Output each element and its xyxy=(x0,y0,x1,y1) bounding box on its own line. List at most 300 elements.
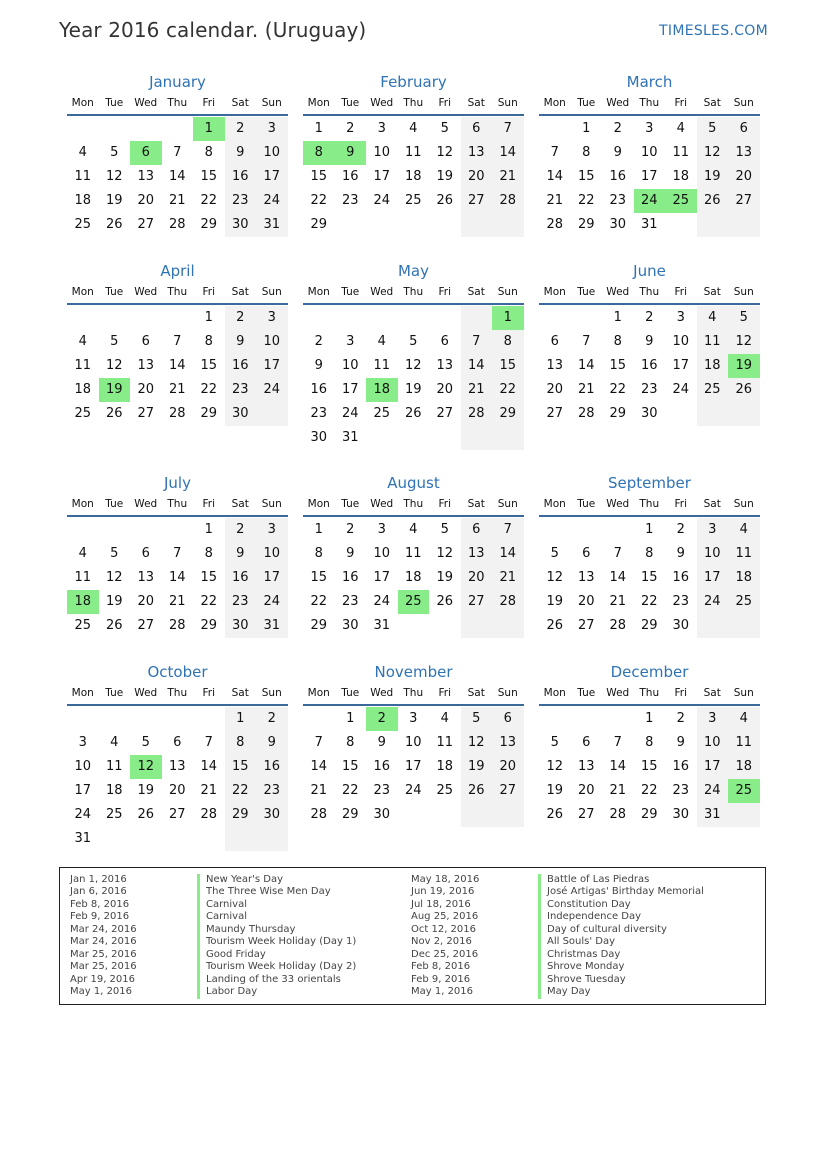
day-cell: 18 xyxy=(672,169,690,184)
weekday-label: Sat xyxy=(231,498,249,510)
day-cell: 6 xyxy=(582,546,591,561)
day-cell: 25 xyxy=(105,807,123,822)
day-cell: 6 xyxy=(550,334,559,349)
day-cell: 19 xyxy=(467,759,485,774)
day-cell: 13 xyxy=(577,570,595,585)
day-cell: 10 xyxy=(74,759,92,774)
day-cell: 19 xyxy=(546,594,564,609)
day-cell: 17 xyxy=(263,358,281,373)
day-cell: 8 xyxy=(236,735,245,750)
day-cell: 24 xyxy=(373,594,391,609)
day-cell: 19 xyxy=(703,169,721,184)
day-cell: 13 xyxy=(137,358,155,373)
day-cell: 14 xyxy=(310,759,328,774)
weekday-label: Sun xyxy=(733,286,754,298)
day-cell: 25 xyxy=(404,193,422,208)
day-cell: 23 xyxy=(609,193,627,208)
weekday-label: Wed xyxy=(134,97,158,109)
weekday-label: Mon xyxy=(307,286,330,298)
day-cell: 12 xyxy=(546,570,564,585)
weekday-label: Mon xyxy=(543,97,566,109)
holiday-day-cell: 25 xyxy=(665,189,697,213)
legend-date: Mar 25, 2016 xyxy=(70,961,137,973)
weekday-label: Tue xyxy=(341,286,360,298)
day-cell: 2 xyxy=(613,121,622,136)
weekday-label: Tue xyxy=(577,97,596,109)
legend-date: May 1, 2016 xyxy=(70,986,133,998)
day-cell: 22 xyxy=(310,594,328,609)
weekday-label: Thu xyxy=(167,97,188,109)
day-cell: 25 xyxy=(373,406,391,421)
day-cell: 27 xyxy=(467,193,485,208)
day-cell: 24 xyxy=(263,594,281,609)
day-cell: 3 xyxy=(377,121,386,136)
day-cell: 18 xyxy=(735,570,753,585)
legend-holiday-name: May Day xyxy=(538,986,591,999)
weekday-label: Thu xyxy=(167,498,188,510)
day-cell: 5 xyxy=(708,121,717,136)
day-cell: 13 xyxy=(168,759,186,774)
weekday-label: Wed xyxy=(134,498,158,510)
day-cell: 22 xyxy=(640,594,658,609)
day-cell: 9 xyxy=(377,735,386,750)
day-cell: 19 xyxy=(105,594,123,609)
day-cell: 21 xyxy=(609,594,627,609)
day-cell: 6 xyxy=(739,121,748,136)
weekday-label: Wed xyxy=(370,286,394,298)
weekday-label: Thu xyxy=(167,286,188,298)
day-cell: 29 xyxy=(310,618,328,633)
day-cell: 27 xyxy=(436,406,454,421)
day-cell: 16 xyxy=(672,759,690,774)
day-cell: 28 xyxy=(546,217,564,232)
day-cell: 27 xyxy=(137,217,155,232)
legend-holiday-name: Day of cultural diversity xyxy=(538,924,667,937)
day-cell: 26 xyxy=(105,618,123,633)
month-name: April xyxy=(160,262,195,280)
day-cell: 8 xyxy=(314,546,323,561)
day-cell: 8 xyxy=(346,735,355,750)
day-cell: 28 xyxy=(168,406,186,421)
day-cell: 20 xyxy=(168,783,186,798)
day-cell: 5 xyxy=(141,735,150,750)
day-cell: 8 xyxy=(613,334,622,349)
day-cell: 22 xyxy=(231,783,249,798)
day-cell: 21 xyxy=(168,594,186,609)
day-cell: 8 xyxy=(204,145,213,160)
day-cell: 14 xyxy=(168,169,186,184)
day-cell: 1 xyxy=(204,310,213,325)
weekday-label: Wed xyxy=(606,687,630,699)
day-cell: 15 xyxy=(577,169,595,184)
day-cell: 4 xyxy=(739,522,748,537)
legend-holiday-name: Christmas Day xyxy=(538,949,620,962)
legend-date: Jan 1, 2016 xyxy=(70,874,127,885)
weekday-header xyxy=(303,687,524,705)
day-cell: 16 xyxy=(231,570,249,585)
weekday-header xyxy=(67,97,288,115)
day-cell: 9 xyxy=(236,145,245,160)
legend-holiday-name: All Souls' Day xyxy=(538,936,615,949)
day-cell: 16 xyxy=(341,169,359,184)
day-cell: 29 xyxy=(499,406,517,421)
day-cell: 10 xyxy=(263,334,281,349)
holiday-day-cell: 1 xyxy=(193,117,225,141)
day-cell: 23 xyxy=(231,594,249,609)
day-cell: 16 xyxy=(231,358,249,373)
weekday-label: Mon xyxy=(71,97,94,109)
weekday-label: Sat xyxy=(467,286,485,298)
day-cell: 8 xyxy=(645,735,654,750)
day-cell: 13 xyxy=(546,358,564,373)
weekday-label: Thu xyxy=(639,498,660,510)
day-cell: 1 xyxy=(236,711,245,726)
day-cell: 3 xyxy=(377,522,386,537)
day-cell: 9 xyxy=(676,546,685,561)
day-cell: 14 xyxy=(499,145,517,160)
day-cell: 17 xyxy=(373,169,391,184)
day-cell: 8 xyxy=(645,546,654,561)
holiday-day-cell: 12 xyxy=(130,755,162,779)
day-cell: 17 xyxy=(373,570,391,585)
day-cell: 17 xyxy=(640,169,658,184)
day-cell: 14 xyxy=(467,358,485,373)
day-cell: 20 xyxy=(735,169,753,184)
day-cell: 1 xyxy=(645,522,654,537)
legend-date: Mar 24, 2016 xyxy=(70,923,137,935)
day-cell: 28 xyxy=(609,807,627,822)
weekday-label: Wed xyxy=(606,498,630,510)
day-cell: 7 xyxy=(204,735,213,750)
legend-date: May 1, 2016 xyxy=(411,986,474,998)
day-cell: 15 xyxy=(200,570,218,585)
day-cell: 26 xyxy=(105,217,123,232)
day-cell: 23 xyxy=(310,406,328,421)
weekday-label: Wed xyxy=(606,97,630,109)
day-cell: 14 xyxy=(577,358,595,373)
weekday-label: Wed xyxy=(134,687,158,699)
legend-holiday-name: Shrove Monday xyxy=(538,961,624,974)
day-cell: 30 xyxy=(310,430,328,445)
day-cell: 26 xyxy=(436,193,454,208)
weekday-label: Sun xyxy=(497,286,518,298)
day-cell: 21 xyxy=(609,783,627,798)
day-cell: 16 xyxy=(231,169,249,184)
legend-date: Dec 25, 2016 xyxy=(411,948,479,960)
day-cell: 31 xyxy=(703,807,721,822)
day-cell: 29 xyxy=(310,217,328,232)
weekday-label: Sun xyxy=(261,687,282,699)
weekday-label: Mon xyxy=(543,286,566,298)
day-cell: 3 xyxy=(409,711,418,726)
holiday-day-cell: 9 xyxy=(335,141,367,165)
weekday-label: Thu xyxy=(639,286,660,298)
day-cell: 8 xyxy=(204,546,213,561)
weekday-label: Mon xyxy=(71,286,94,298)
weekday-label: Sun xyxy=(733,687,754,699)
weekday-label: Sun xyxy=(497,97,518,109)
day-cell: 3 xyxy=(346,334,355,349)
day-cell: 10 xyxy=(263,145,281,160)
weekday-label: Sat xyxy=(703,97,721,109)
day-cell: 9 xyxy=(314,358,323,373)
day-cell: 3 xyxy=(708,711,717,726)
header-rule xyxy=(67,303,288,305)
day-cell: 18 xyxy=(74,193,92,208)
weekday-header xyxy=(303,286,524,304)
legend-date: Feb 8, 2016 xyxy=(70,898,130,910)
day-cell: 23 xyxy=(263,783,281,798)
day-cell: 24 xyxy=(263,193,281,208)
day-cell: 15 xyxy=(310,169,328,184)
legend-holiday-name: José Artigas' Birthday Memorial xyxy=(538,886,704,899)
weekday-label: Tue xyxy=(577,286,596,298)
day-cell: 12 xyxy=(735,334,753,349)
day-cell: 25 xyxy=(735,594,753,609)
day-cell: 7 xyxy=(613,546,622,561)
day-cell: 13 xyxy=(467,145,485,160)
day-cell: 21 xyxy=(168,382,186,397)
day-cell: 6 xyxy=(472,121,481,136)
month-name: October xyxy=(147,663,208,681)
day-cell: 20 xyxy=(137,594,155,609)
day-cell: 8 xyxy=(204,334,213,349)
day-cell: 21 xyxy=(499,169,517,184)
day-cell: 6 xyxy=(503,711,512,726)
day-cell: 23 xyxy=(373,783,391,798)
day-cell: 24 xyxy=(703,783,721,798)
day-cell: 28 xyxy=(467,406,485,421)
day-cell: 26 xyxy=(436,594,454,609)
brand-link[interactable]: TIMESLES.COM xyxy=(659,23,768,39)
day-cell: 19 xyxy=(105,193,123,208)
day-cell: 26 xyxy=(467,783,485,798)
day-cell: 12 xyxy=(105,169,123,184)
day-cell: 20 xyxy=(577,594,595,609)
day-cell: 12 xyxy=(436,145,454,160)
day-cell: 11 xyxy=(735,735,753,750)
day-cell: 17 xyxy=(341,382,359,397)
day-cell: 23 xyxy=(341,594,359,609)
day-cell: 12 xyxy=(546,759,564,774)
day-cell: 24 xyxy=(341,406,359,421)
day-cell: 3 xyxy=(676,310,685,325)
month-name: December xyxy=(610,663,689,681)
day-cell: 11 xyxy=(404,546,422,561)
day-cell: 4 xyxy=(409,121,418,136)
month-name: March xyxy=(626,73,673,91)
day-cell: 1 xyxy=(346,711,355,726)
day-cell: 23 xyxy=(231,193,249,208)
day-cell: 3 xyxy=(267,522,276,537)
day-cell: 28 xyxy=(609,618,627,633)
day-cell: 27 xyxy=(168,807,186,822)
legend-date: Mar 25, 2016 xyxy=(70,948,137,960)
day-cell: 4 xyxy=(78,334,87,349)
weekday-label: Wed xyxy=(370,97,394,109)
day-cell: 7 xyxy=(173,334,182,349)
day-cell: 5 xyxy=(550,546,559,561)
day-cell: 6 xyxy=(141,334,150,349)
day-cell: 14 xyxy=(609,759,627,774)
day-cell: 10 xyxy=(640,145,658,160)
day-cell: 11 xyxy=(703,334,721,349)
weekday-label: Thu xyxy=(639,97,660,109)
weekday-label: Tue xyxy=(105,286,124,298)
day-cell: 16 xyxy=(672,570,690,585)
day-cell: 23 xyxy=(672,783,690,798)
day-cell: 11 xyxy=(105,759,123,774)
header-rule xyxy=(67,114,288,116)
day-cell: 4 xyxy=(377,334,386,349)
legend-date: Oct 12, 2016 xyxy=(411,923,476,935)
weekday-label: Sat xyxy=(467,498,485,510)
legend-holiday-name: Tourism Week Holiday (Day 1) xyxy=(197,936,356,949)
day-cell: 30 xyxy=(341,618,359,633)
day-cell: 27 xyxy=(546,406,564,421)
day-cell: 11 xyxy=(74,169,92,184)
weekday-label: Thu xyxy=(403,97,424,109)
day-cell: 20 xyxy=(137,382,155,397)
day-cell: 24 xyxy=(404,783,422,798)
day-cell: 7 xyxy=(503,121,512,136)
day-cell: 31 xyxy=(263,217,281,232)
holiday-day-cell: 19 xyxy=(728,354,760,378)
weekday-label: Sat xyxy=(231,97,249,109)
month-name: May xyxy=(397,262,429,280)
weekday-label: Sun xyxy=(733,498,754,510)
day-cell: 1 xyxy=(314,121,323,136)
day-cell: 30 xyxy=(231,406,249,421)
header-rule xyxy=(539,704,760,706)
day-cell: 28 xyxy=(499,193,517,208)
day-cell: 9 xyxy=(645,334,654,349)
weekday-label: Mon xyxy=(307,97,330,109)
weekday-label: Fri xyxy=(674,97,687,109)
day-cell: 15 xyxy=(341,759,359,774)
day-cell: 22 xyxy=(200,594,218,609)
month-name: August xyxy=(387,474,440,492)
legend-holiday-name: The Three Wise Men Day xyxy=(197,886,331,899)
day-cell: 18 xyxy=(436,759,454,774)
day-cell: 4 xyxy=(78,546,87,561)
day-cell: 17 xyxy=(672,358,690,373)
legend-date: Mar 24, 2016 xyxy=(70,936,137,948)
day-cell: 10 xyxy=(672,334,690,349)
weekday-label: Sun xyxy=(733,97,754,109)
day-cell: 8 xyxy=(582,145,591,160)
day-cell: 20 xyxy=(577,783,595,798)
day-cell: 11 xyxy=(373,358,391,373)
day-cell: 15 xyxy=(609,358,627,373)
day-cell: 17 xyxy=(703,759,721,774)
day-cell: 7 xyxy=(550,145,559,160)
weekday-label: Fri xyxy=(202,687,215,699)
day-cell: 12 xyxy=(404,358,422,373)
legend-holiday-name: Carnival xyxy=(197,911,247,924)
day-cell: 8 xyxy=(503,334,512,349)
weekday-label: Fri xyxy=(202,498,215,510)
day-cell: 19 xyxy=(436,570,454,585)
month-name: February xyxy=(380,73,447,91)
day-cell: 21 xyxy=(467,382,485,397)
day-cell: 23 xyxy=(672,594,690,609)
day-cell: 17 xyxy=(703,570,721,585)
day-cell: 2 xyxy=(645,310,654,325)
day-cell: 6 xyxy=(582,735,591,750)
day-cell: 29 xyxy=(200,217,218,232)
day-cell: 31 xyxy=(263,618,281,633)
legend-date: Feb 9, 2016 xyxy=(70,911,130,923)
weekday-label: Tue xyxy=(341,498,360,510)
day-cell: 14 xyxy=(609,570,627,585)
legend-holiday-name: Good Friday xyxy=(197,949,266,962)
weekday-label: Tue xyxy=(105,687,124,699)
day-cell: 14 xyxy=(200,759,218,774)
weekday-label: Thu xyxy=(403,498,424,510)
weekday-label: Wed xyxy=(606,286,630,298)
day-cell: 5 xyxy=(440,121,449,136)
day-cell: 23 xyxy=(640,382,658,397)
day-cell: 21 xyxy=(168,193,186,208)
day-cell: 12 xyxy=(703,145,721,160)
day-cell: 28 xyxy=(168,618,186,633)
header-rule xyxy=(303,114,524,116)
day-cell: 19 xyxy=(436,169,454,184)
header-rule xyxy=(67,704,288,706)
day-cell: 11 xyxy=(436,735,454,750)
day-cell: 13 xyxy=(467,546,485,561)
day-cell: 2 xyxy=(346,522,355,537)
holiday-day-cell: 2 xyxy=(366,707,398,731)
day-cell: 5 xyxy=(550,735,559,750)
day-cell: 4 xyxy=(440,711,449,726)
weekday-label: Mon xyxy=(307,498,330,510)
day-cell: 25 xyxy=(436,783,454,798)
header-rule xyxy=(539,114,760,116)
legend-date: Nov 2, 2016 xyxy=(411,936,472,948)
day-cell: 27 xyxy=(499,783,517,798)
day-cell: 1 xyxy=(314,522,323,537)
day-cell: 25 xyxy=(74,217,92,232)
day-cell: 26 xyxy=(546,807,564,822)
weekday-label: Fri xyxy=(438,286,451,298)
day-cell: 7 xyxy=(173,546,182,561)
weekday-header xyxy=(539,97,760,115)
month-name: November xyxy=(374,663,453,681)
weekday-header xyxy=(67,498,288,516)
day-cell: 9 xyxy=(267,735,276,750)
day-cell: 24 xyxy=(672,382,690,397)
day-cell: 18 xyxy=(703,358,721,373)
day-cell: 7 xyxy=(472,334,481,349)
day-cell: 2 xyxy=(346,121,355,136)
day-cell: 4 xyxy=(739,711,748,726)
day-cell: 28 xyxy=(499,594,517,609)
day-cell: 26 xyxy=(137,807,155,822)
month-name: June xyxy=(633,262,666,280)
day-cell: 20 xyxy=(499,759,517,774)
day-cell: 16 xyxy=(341,570,359,585)
day-cell: 2 xyxy=(676,711,685,726)
day-cell: 26 xyxy=(703,193,721,208)
day-cell: 14 xyxy=(546,169,564,184)
day-cell: 3 xyxy=(267,121,276,136)
legend-date: Jan 6, 2016 xyxy=(70,886,127,898)
day-cell: 28 xyxy=(200,807,218,822)
day-cell: 10 xyxy=(373,145,391,160)
legend-date: Feb 8, 2016 xyxy=(411,961,471,973)
